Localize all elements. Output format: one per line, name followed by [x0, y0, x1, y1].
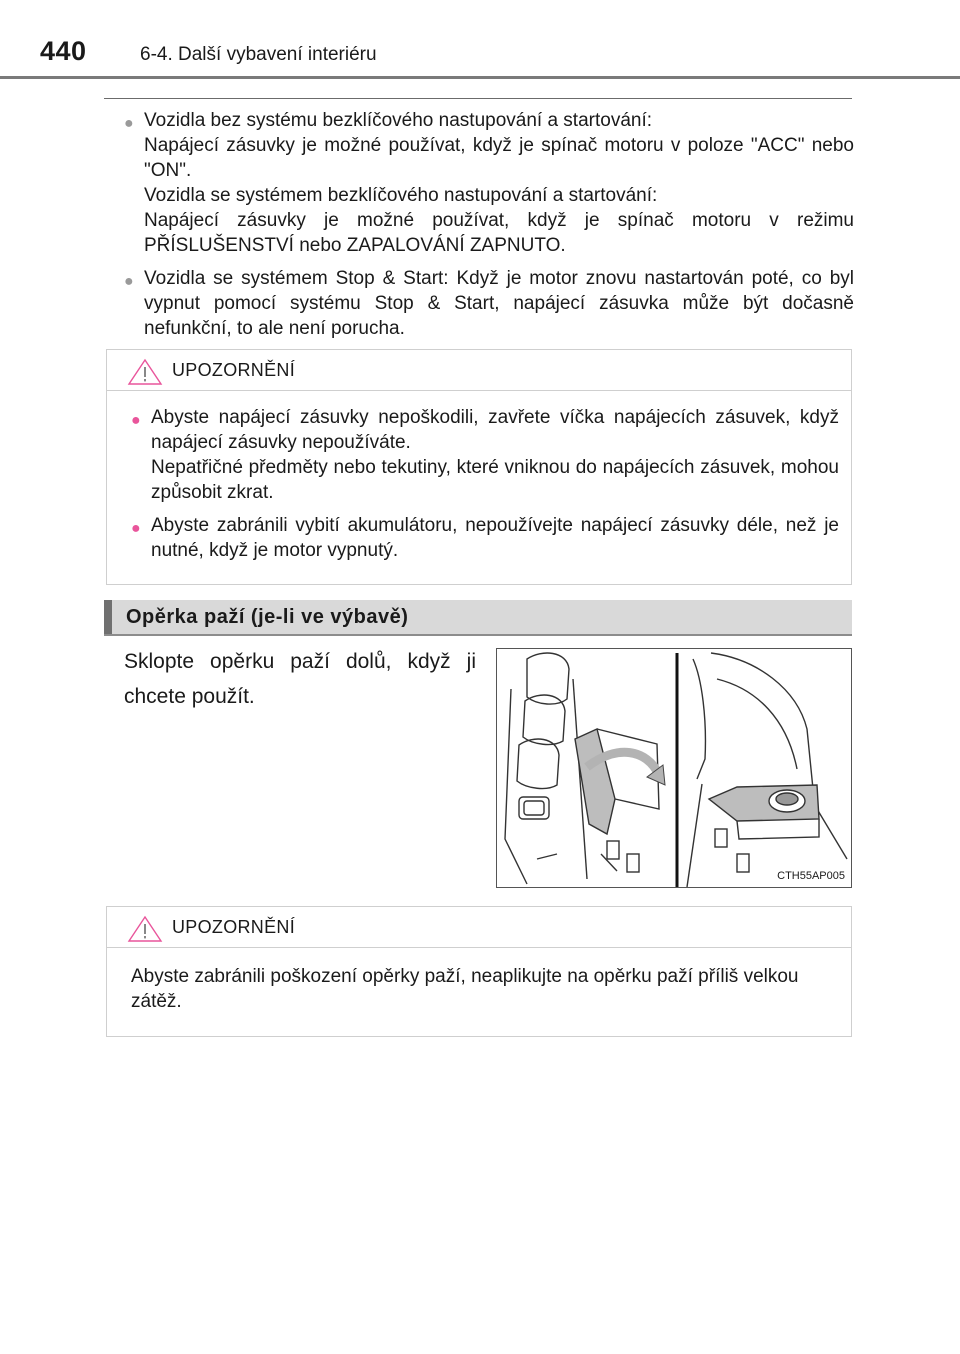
- bullet-dot-icon: ●: [124, 273, 134, 290]
- page-header: [0, 0, 960, 80]
- page-number: 440: [40, 36, 87, 66]
- warning-triangle-icon: [127, 358, 163, 386]
- caution-bullet-2: [131, 513, 839, 563]
- caution-bullet-1: [131, 405, 839, 505]
- bullet-line: Napájecí zásuvky je možné používat, když je spínač motoru v poloze "ACC" nebo "ON".: [144, 135, 854, 181]
- section-accent: [104, 600, 112, 634]
- section-title: Opěrka paží (je-li ve výbavě): [126, 606, 409, 628]
- armrest-illustration: [496, 648, 852, 888]
- caution-box-1: [106, 349, 852, 585]
- bullet-line: Vozidla se systémem Stop & Start: Když je motor znovu nastartován poté, co byl vypnut pomocí systému Stop & Start, napájecí zásuvka může být dočasně nefunkční, to ale není porucha.: [144, 268, 854, 339]
- caution-title: UPOZORNĚNÍ: [172, 917, 296, 937]
- chapter-title: 6-4. Další vybavení interiéru: [140, 44, 377, 65]
- armrest-drawing: [497, 649, 851, 887]
- figure-code: CTH55AP005: [777, 870, 845, 882]
- caution-header: [107, 907, 851, 948]
- intro-bullet-2: [124, 266, 854, 341]
- caution-text: Abyste zabránili poškození opěrky paží, neaplikujte na opěrku paží příliš velkou zátěž.: [131, 966, 799, 1012]
- section-heading: [104, 600, 852, 636]
- bullet-line: Vozidla se systémem bezklíčového nastupování a startování:: [144, 185, 658, 206]
- bullet-line: Vozidla bez systému bezklíčového nastupování a startování:: [144, 110, 653, 131]
- bullet-line: Nepatřičné předměty nebo tekutiny, které vniknou do napájecích zásuvek, mohou způsobit zkrat.: [151, 457, 839, 503]
- bullet-dot-icon: ●: [131, 520, 141, 537]
- armrest-instruction: Sklopte opěrku paží dolů, když ji chcete použít.: [124, 650, 476, 708]
- caution-body: [107, 391, 851, 583]
- warning-triangle-icon: [127, 915, 163, 943]
- intro-bullet-1: [124, 108, 854, 258]
- bullet-line: Abyste zabránili vybití akumulátoru, nepoužívejte napájecí zásuvky déle, než je nutné, když je motor vypnutý.: [151, 515, 839, 561]
- header-divider: [0, 76, 960, 79]
- bullet-dot-icon: ●: [124, 115, 134, 132]
- caution-header: [107, 350, 851, 391]
- intro-bullets: [124, 108, 854, 349]
- bullet-line: Napájecí zásuvky je možné používat, když je spínač motoru v režimu PŘÍSLUŠENSTVÍ nebo ZAPALOVÁNÍ ZAPNUTO.: [144, 210, 854, 256]
- content-divider: [104, 98, 852, 99]
- bullet-dot-icon: ●: [131, 412, 141, 429]
- caution-box-2: [106, 906, 852, 1037]
- caution-title: UPOZORNĚNÍ: [172, 360, 296, 380]
- bullet-line: Abyste napájecí zásuvky nepoškodili, zavřete víčka napájecích zásuvek, když napájecí zásuvky nepoužíváte.: [151, 407, 839, 453]
